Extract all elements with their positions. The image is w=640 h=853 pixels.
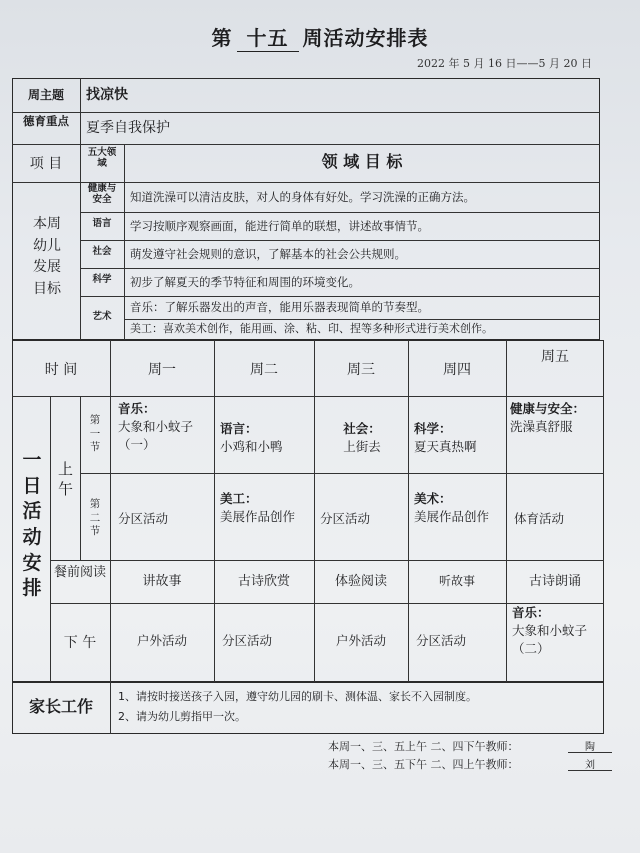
goal-art-music: 音乐：了解乐器发出的声音，能用乐器表现简单的节奏型。 [130, 300, 429, 314]
pm-fri-subject: 音乐： [512, 605, 550, 620]
title-suffix: 周活动安排表 [302, 26, 429, 50]
moral-value: 夏季自我保护 [86, 120, 170, 136]
p1-tue-content: 小鸡和小鸭 [220, 439, 283, 455]
day-header-tue: 周二 [250, 362, 278, 378]
area-health: 健康与安全 [87, 183, 117, 205]
p1-wed-subject: 社会： [343, 421, 381, 436]
goal-health: 知道洗澡可以清洁皮肤，对人的身体有好处。学习洗澡的正确方法。 [130, 190, 475, 204]
p2-fri-content: 体育活动 [514, 511, 565, 526]
teacher-line-1: 本周一、三、五上午 二、四下午教师： [328, 740, 519, 753]
theme-value: 找凉快 [86, 87, 128, 103]
reading-mon: 讲故事 [142, 574, 182, 589]
area-social: 社会 [92, 246, 112, 257]
reading-tue: 古诗欣赏 [237, 574, 290, 589]
period2-label: 第二节 [89, 498, 101, 538]
weekly-goals-label: 本周幼儿发展目标 [33, 216, 61, 298]
item-header: 项 目 [29, 156, 63, 172]
p1-fri-subject: 健康与安全： [510, 401, 586, 416]
teacher-line-2: 本周一、三、五下午 二、四上午教师： [328, 758, 519, 771]
pm-wed-content: 户外活动 [335, 633, 386, 648]
five-areas-header: 五大领域 [87, 147, 117, 169]
theme-label: 周主题 [27, 88, 64, 102]
pm-tue [222, 632, 312, 650]
pm-fri [512, 604, 602, 658]
p2-thu [414, 490, 502, 526]
title-prefix: 第 [211, 26, 233, 50]
goal-social: 萌发遵守社会规则的意识，了解基本的社会公共规则。 [130, 247, 406, 261]
teacher-signature-1: 陶 [568, 738, 612, 753]
day-header-mon: 周一 [148, 362, 176, 378]
pm-thu-content: 分区活动 [416, 633, 467, 648]
p1-mon [118, 400, 210, 454]
p2-thu-content: 美展作品创作 [414, 509, 490, 525]
p1-mon-content: 大象和小蚊子（一） [118, 419, 194, 453]
p2-tue-subject: 美工： [220, 491, 258, 506]
p1-thu-content: 夏天真热啊 [414, 439, 477, 455]
area-language: 语言 [92, 218, 112, 229]
reading-fri: 古诗朗诵 [528, 574, 581, 589]
week-number: 十五 [237, 22, 299, 52]
p1-thu-subject: 科学： [414, 421, 452, 436]
date-range: 2022 年 5 月 16 日——5 月 20 日 [417, 57, 592, 70]
moral-label: 德育重点 [23, 114, 69, 128]
reading-wed: 体验阅读 [334, 574, 387, 589]
p2-tue [220, 490, 310, 526]
p1-tue [220, 420, 310, 456]
morning-label: 上午 [58, 460, 74, 498]
pm-mon-content: 户外活动 [136, 633, 187, 648]
p2-wed [320, 510, 404, 528]
day-header-fri: 周五 [541, 349, 569, 365]
p1-tue-subject: 语言： [220, 421, 258, 436]
afternoon-label: 下 午 [63, 635, 97, 651]
p1-fri [510, 400, 602, 436]
p2-wed-content: 分区活动 [320, 511, 371, 526]
day-activity-label: 一日活动安排 [22, 449, 42, 600]
p1-wed [320, 420, 404, 456]
pm-thu [416, 632, 504, 650]
goal-science: 初步了解夏天的季节特征和周围的环境变化。 [130, 275, 360, 289]
parent-work-label: 家长工作 [28, 697, 93, 716]
goals-header: 领 域 目 标 [321, 152, 403, 171]
p2-tue-content: 美展作品创作 [220, 509, 296, 525]
day-header-wed: 周三 [347, 362, 375, 378]
reading-label: 餐前阅读 [53, 565, 106, 580]
page-title [0, 22, 640, 52]
goal-art-crafts: 美工：喜欢美术创作，能用画、涂、粘、印、捏等多种形式进行美术创作。 [130, 322, 493, 335]
p1-thu [414, 420, 504, 456]
p1-fri-content: 洗澡真舒服 [510, 419, 573, 435]
parent-work-item-2: 2、请为幼儿剪指甲一次。 [118, 710, 246, 723]
goal-language: 学习按顺序观察画面，能进行简单的联想，讲述故事情节。 [130, 219, 429, 233]
period1-label: 第一节 [89, 414, 101, 454]
pm-fri-content: 大象和小蚊子（二） [512, 623, 588, 657]
pm-wed [316, 632, 406, 650]
p2-mon [118, 510, 210, 528]
teacher-signature-2: 刘 [568, 756, 612, 771]
p2-mon-content: 分区活动 [118, 511, 169, 526]
reading-thu: 听故事 [438, 574, 475, 588]
p2-thu-subject: 美术： [414, 491, 452, 506]
pm-tue-content: 分区活动 [222, 633, 273, 648]
p1-mon-subject: 音乐： [118, 401, 156, 416]
area-science: 科学 [92, 274, 112, 285]
pm-mon [112, 632, 212, 650]
day-header-thu: 周四 [443, 362, 471, 378]
time-header: 时 间 [44, 362, 78, 378]
p2-fri [514, 510, 602, 528]
p1-wed-content: 上街去 [343, 439, 381, 455]
area-art: 艺术 [92, 311, 112, 322]
parent-work-item-1: 1、请按时接送孩子入园，遵守幼儿园的刷卡、测体温、家长不入园制度。 [118, 690, 477, 703]
